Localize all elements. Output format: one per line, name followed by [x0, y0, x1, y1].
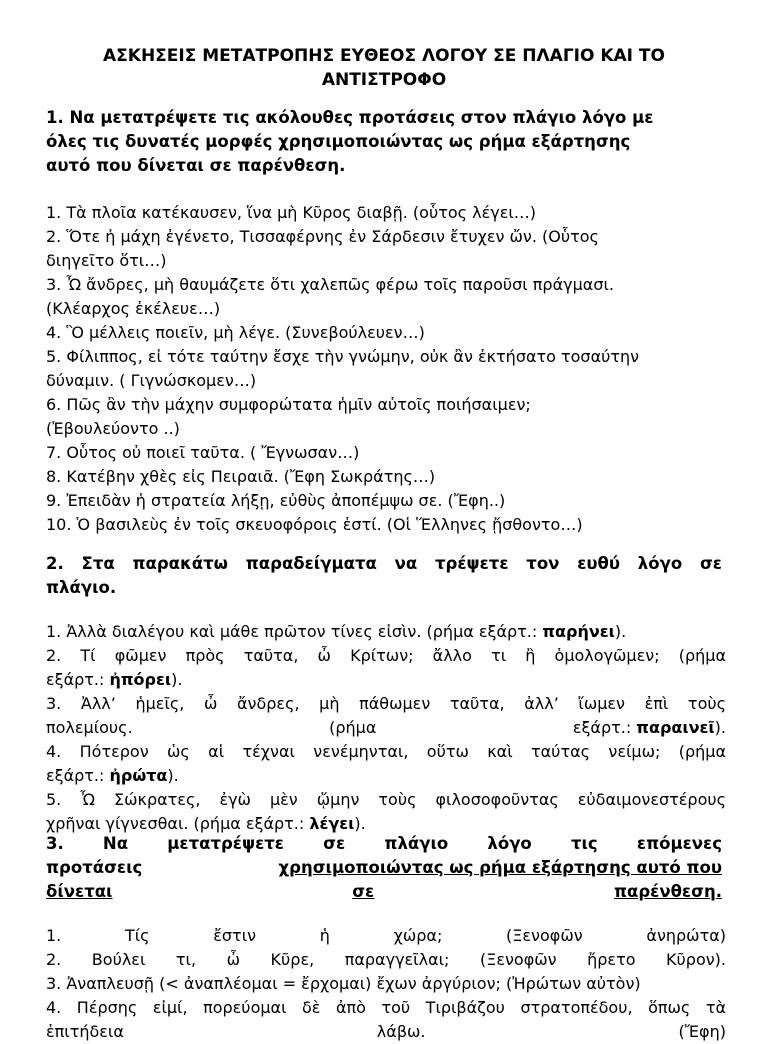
section-1-list: [46, 201, 726, 537]
list-line: 2. Βούλει τι, ὦ Κῦρε, παραγγεῖλαι; (Ξενοφῶν ἤρετο Κῦρον).: [46, 950, 726, 969]
line-text: ).: [714, 718, 726, 737]
line-text: εξάρτ.:: [572, 718, 637, 737]
title-line-1: ΑΣΚΗΣΕΙΣ ΜΕΤΑΤΡΟΠΗΣ ΕΥΘΕΟΣ ΛΟΓΟΥ ΣΕ ΠΛΑΓΙΟ ΚΑΙ ΤΟ: [103, 46, 665, 66]
line-text: λάβω.: [376, 1022, 426, 1041]
line-text: (ρήμα: [329, 718, 377, 737]
section-3-list: [46, 924, 726, 1044]
section-1-heading-line: 1. Να μετατρέψετε τις ακόλουθες προτάσεις στον πλάγιο λόγο με: [46, 108, 654, 127]
heading-underlined: παρένθεση: [613, 882, 716, 901]
list-line: 3. Ὦ ἄνδρες, μὴ θαυμάζετε ὅτι χαλεπῶς φέρω τοῖς παροῦσι πράγμασι.: [46, 275, 614, 294]
list-line: 2. Τί φῶμεν πρὸς ταῦτα, ὦ Κρίτων; ἄλλο τι ἢ ὁμολογῶμεν; (ρήμα: [46, 646, 726, 665]
heading-underlined: χρησιμοποιώντας ως ρήμα εξάρτησης αυτό που: [278, 858, 722, 877]
list-line: [46, 764, 726, 788]
list-line: 9. Ἐπειδὰν ἡ στρατεία λήξῃ, εὐθὺς ἀποπέμψω σε. (Ἔφη..): [46, 491, 506, 510]
heading-underlined: [614, 880, 722, 904]
heading-word: προτάσεις: [46, 858, 143, 877]
section-2-heading-line: πλάγιο.: [46, 578, 117, 597]
list-line: 5. Φίλιππος, εἰ τότε ταύτην ἔσχε τὴν γνώμην, οὐκ ἂν ἐκτήσατο τοσαύτην: [46, 347, 640, 366]
line-text: ).: [171, 670, 183, 689]
line-text: ).: [354, 814, 366, 833]
list-line: 7. Οὗτος οὐ ποιεῖ ταῦτα. ( Ἔγνωσαν…): [46, 443, 360, 462]
line-text: ἐπιτήδεια: [46, 1022, 124, 1041]
heading-underlined: δίνεται: [46, 882, 113, 901]
line-text: πολεμίους.: [46, 718, 133, 737]
list-line: διηγεῖτο ὅτι…): [46, 251, 167, 270]
line-text: ).: [167, 766, 179, 785]
title-line-2: ΑΝΤΙΣΤΡΟΦΟ: [321, 70, 447, 90]
line-text: εξάρτ.:: [46, 766, 110, 785]
section-2-heading-line: 2. Στα παρακάτω παραδείγματα να τρέψετε τον ευθύ λόγο σε: [46, 554, 722, 573]
page-title: [46, 44, 722, 92]
section-1-heading: [46, 106, 722, 178]
list-line: 8. Κατέβην χθὲς εἰς Πειραιᾶ. (Ἔφη Σωκράτης…): [46, 467, 436, 486]
list-line: [46, 668, 726, 692]
verb-bold: παρήνει: [542, 622, 615, 641]
line-text: [573, 716, 726, 740]
list-line: 4. Πέρσης εἰμί, πορεύομαι δὲ ἀπὸ τοῦ Τιριβάζου στρατοπέδου, ὅπως τὰ: [46, 998, 726, 1017]
list-line: (Κλέαρχος ἐκέλευε…): [46, 299, 221, 318]
section-3-heading-line: [46, 880, 722, 904]
list-line: 1. Τίς ἔστιν ἡ χώρα; (Ξενοφῶν ἀνηρώτα): [46, 926, 726, 945]
list-line: 3. Ἀλλ’ ἡμεῖς, ὦ ἄνδρες, μὴ πάθωμεν ταῦτα, ἀλλ’ ἴωμεν ἐπὶ τοὺς: [46, 694, 726, 713]
list-line: 3. Ἀναπλευσῇ (< ἀναπλέομαι = ἔρχομαι) ἔχων ἀργύριον; (Ἠρώτων αὐτὸν): [46, 974, 641, 993]
verb-bold: λέγει: [309, 814, 355, 833]
line-text: ).: [614, 622, 627, 641]
verb-bold: παραινεῖ: [636, 718, 715, 737]
list-line: [46, 620, 726, 644]
verb-bold: ἠπόρει: [109, 670, 172, 689]
line-text: 1. Ἀλλὰ διαλέγου καὶ μάθε πρῶτον τίνες εἰσὶν. (ρήμα εξάρτ.:: [46, 622, 543, 641]
section-3-heading-line: 3. Να μετατρέψετε σε πλάγιο λόγο τις επόμενες: [46, 834, 722, 853]
list-line: 6. Πῶς ἂν τὴν μάχην συμφορώτατα ἡμῖν αὐτοῖς ποιήσαιμεν;: [46, 395, 531, 414]
section-1-heading-line: αυτό που δίνεται σε παρένθεση.: [46, 156, 346, 175]
heading-underlined: σε: [352, 882, 375, 901]
section-3-heading: [46, 832, 722, 904]
line-text: (Ἔφη): [678, 1022, 726, 1041]
section-2-list: [46, 620, 726, 836]
line-text: εξάρτ.:: [46, 670, 110, 689]
section-2-heading: [46, 552, 722, 600]
list-line: (Ἐβουλεύοντο ..): [46, 419, 180, 438]
list-line: δύναμιν. ( Γιγνώσκομεν…): [46, 371, 257, 390]
line-text: χρῆναι γίγνεσθαι. (ρήμα εξάρτ.:: [46, 814, 310, 833]
list-line: 1. Τὰ πλοῖα κατέκαυσεν, ἵνα μὴ Κῦρος διαβῇ. (οὗτος λέγει…): [46, 203, 536, 222]
section-1-heading-line: όλες τις δυνατές μορφές χρησιμοποιώντας ως ρήμα εξάρτησης: [46, 132, 631, 151]
list-line: 2. Ὅτε ἡ μάχη ἐγένετο, Τισσαφέρνης ἐν Σάρδεσιν ἔτυχεν ὤν. (Οὗτος: [46, 227, 599, 246]
list-line: [46, 716, 726, 740]
list-line: [46, 1020, 726, 1044]
list-line: 4. Πότερον ὡς αἱ τέχναι νενέμηνται, οὕτω καὶ ταύτας νείμω; (ρήμα: [46, 742, 726, 761]
verb-bold: ἠρώτα: [109, 766, 168, 785]
section-3-heading-line: [46, 856, 722, 880]
heading-period: .: [715, 882, 722, 901]
list-line: 10. Ὁ βασιλεὺς ἐν τοῖς σκευοφόροις ἐστί. (Οἱ Ἕλληνες ᾔσθοντο…): [46, 515, 583, 534]
list-line: 4. Ὃ μέλλεις ποιεῖν, μὴ λέγε. (Συνεβούλευεν…): [46, 323, 425, 342]
list-line: 5. Ὦ Σώκρατες, ἐγὼ μὲν ᾤμην τοὺς φιλοσοφοῦντας εὐδαιμονεστέρους: [46, 790, 726, 809]
